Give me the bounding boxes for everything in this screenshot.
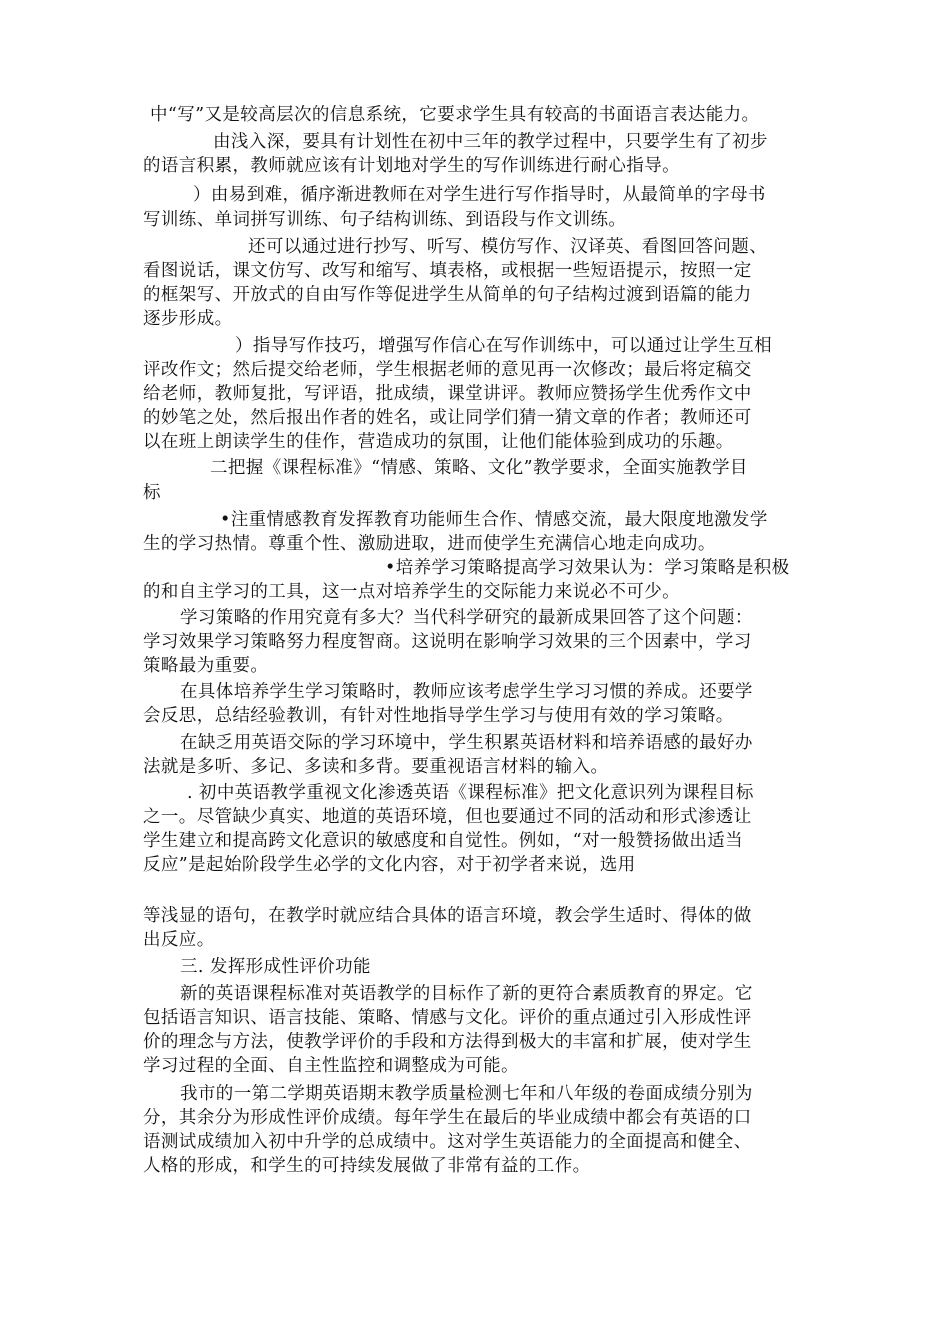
text-line: 反应”是起始阶段学生必学的文化内容，对于初学者来说，选用 bbox=[143, 855, 636, 875]
text-line: 由浅入深，要具有计划性在初中三年的教学过程中，只要学生有了初步 bbox=[213, 132, 768, 152]
text-line: 学习策略的作用究竟有多大？当代科学研究的最新成果回答了这个问题： bbox=[180, 608, 753, 628]
text-line: 新的英语课程标准对英语教学的目标作了新的更符合素质教育的界定。它 bbox=[180, 984, 753, 1004]
text-line: 学生建立和提高跨文化意识的敏感度和自觉性。例如，“对一般赞扬做出适当 bbox=[143, 831, 744, 851]
text-line: 出反应。 bbox=[143, 930, 215, 950]
text-line: 的语言积累，教师就应该有计划地对学生的写作训练进行耐心指导。 bbox=[143, 156, 680, 176]
text-line: 等浅显的语句，在教学时就应结合具体的语言环境，教会学生适时、得体的做 bbox=[143, 906, 752, 926]
text-line: 学习过程的全面、自主性监控和调整成为可能。 bbox=[143, 1056, 519, 1076]
text-line: 分，其余分为形成性评价成绩。每年学生在最后的毕业成绩中都会有英语的口 bbox=[143, 1108, 752, 1128]
text-line: 生的学习热情。尊重个性、激励进取，进而使学生充满信心地走向成功。 bbox=[143, 534, 716, 554]
text-line: 价的理念与方法，使教学评价的手段和方法得到极大的丰富和扩展，使对学生 bbox=[143, 1032, 752, 1052]
text-line: 标 bbox=[143, 483, 161, 503]
text-line: 写训练、单词拼写训练、句子结构训练、到语段与作文训练。 bbox=[143, 210, 627, 230]
text-line: 还可以通过进行抄写、听写、模仿写作、汉译英、看图回答问题、 bbox=[248, 237, 768, 257]
text-line: 我市的一第二学期英语期末教学质量检测七年和八年级的卷面成绩分别为 bbox=[180, 1084, 753, 1104]
text-line: •注重情感教育发挥教育功能师生合作、情感交流，最大限度地激发学 bbox=[220, 510, 768, 530]
text-line: 会反思，总结经验教训，有针对性地指导学生学习与使用有效的学习策略。 bbox=[143, 706, 734, 726]
text-line: ）由易到难，循序渐进教师在对学生进行写作指导时，从最简单的字母书 bbox=[193, 185, 766, 205]
text-line: •培养学习策略提高学习效果认为：学习策略是积极 bbox=[385, 558, 790, 578]
text-line: ）指导写作技巧，增强写作信心在写作训练中，可以通过让学生互相 bbox=[235, 336, 772, 356]
text-line: 策略最为重要。 bbox=[143, 656, 269, 676]
text-line: 人格的形成，和学生的可持续发展做了非常有益的工作。 bbox=[143, 1156, 591, 1176]
section-heading: 三. 发挥形成性评价功能 bbox=[180, 957, 371, 977]
text-line: 之一。尽管缺少真实、地道的英语环境，但也要通过不同的活动和形式渗透让 bbox=[143, 807, 752, 827]
text-line: 在缺乏用英语交际的学习环境中，学生积累英语材料和培养语感的最好办 bbox=[180, 733, 753, 753]
text-line: 逐步形成。 bbox=[143, 309, 233, 329]
text-line: . 初中英语教学重视文化渗透英语《课程标准》把文化意识列为课程目标 bbox=[187, 783, 754, 803]
text-line: 法就是多听、多记、多读和多背。要重视语言材料的输入。 bbox=[143, 757, 609, 777]
text-line: 包括语言知识、语言技能、策略、情感与文化。评价的重点通过引入形成性评 bbox=[143, 1008, 752, 1028]
text-line: 的和自主学习的工具，这一点对培养学生的交际能力来说必不可少。 bbox=[143, 582, 680, 602]
text-line: 的妙笔之处，然后报出作者的姓名，或让同学们猜一猜文章的作者；教师还可 bbox=[143, 408, 752, 428]
text-line: 看图说话，课文仿写、改写和缩写、填表格，或根据一些短语提示，按照一定 bbox=[143, 261, 752, 281]
text-line: 在具体培养学生学习策略时，教师应该考虑学生学习习惯的养成。还要学 bbox=[180, 682, 753, 702]
text-line: 评改作文；然后提交给老师，学生根据老师的意见再一次修改；最后将定稿交 bbox=[143, 360, 752, 380]
text-line: 以在班上朗读学生的佳作，营造成功的氛围，让他们能体验到成功的乐趣。 bbox=[143, 432, 734, 452]
text-line: 二把握《课程标准》“情感、策略、文化”教学要求，全面实施教学目 bbox=[210, 458, 748, 478]
text-line: 的框架写、开放式的自由写作等促进学生从简单的句子结构过渡到语篇的能力 bbox=[143, 285, 752, 305]
text-line: 学习效果学习策略努力程度智商。这说明在影响学习效果的三个因素中，学习 bbox=[143, 632, 752, 652]
text-line: 中“写”又是较高层次的信息系统，它要求学生具有较高的书面语言表达能力。 bbox=[150, 105, 760, 125]
text-line: 语测试成绩加入初中升学的总成绩中。这对学生英语能力的全面提高和健全、 bbox=[143, 1132, 752, 1152]
text-line: 给老师，教师复批，写评语，批成绩，课堂讲评。教师应赞扬学生优秀作文中 bbox=[143, 384, 752, 404]
